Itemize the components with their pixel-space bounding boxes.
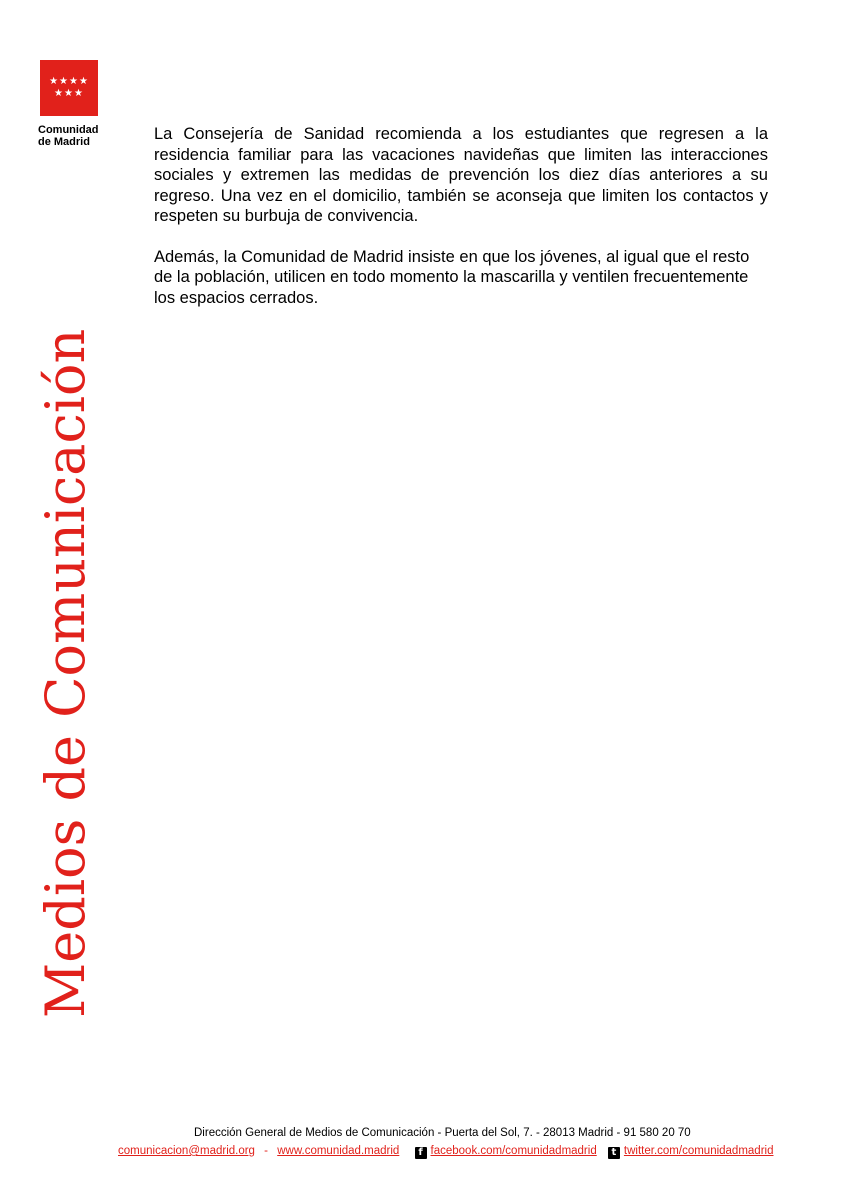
side-title: Medios de Comunicación xyxy=(34,328,97,1018)
press-release-body xyxy=(154,124,768,328)
paragraph-2: Además, la Comunidad de Madrid insiste en que los jóvenes, al igual que el resto de la población, utilicen en todo momento la mascarilla y ventilen frecuentemente los espacios cerrados. xyxy=(154,247,750,307)
website-link[interactable]: www.comunidad.madrid xyxy=(277,1145,400,1157)
logo-stars-bottom: ★★★ xyxy=(54,88,84,99)
logo-name-line2: de Madrid xyxy=(38,136,90,148)
logo-stars-top: ★★★★ xyxy=(49,76,89,87)
twitter-link[interactable]: twitter.com/comunidadmadrid xyxy=(623,1145,774,1157)
logo-text xyxy=(38,124,99,148)
facebook-link[interactable]: facebook.com/comunidadmadrid xyxy=(430,1145,597,1157)
facebook-icon: f xyxy=(415,1147,427,1159)
footer-links xyxy=(118,1145,773,1159)
comunidad-de-madrid-logo xyxy=(40,60,98,116)
email-link[interactable]: comunicacion@madrid.org xyxy=(118,1145,255,1157)
separator: - xyxy=(264,1145,269,1157)
footer-address: Dirección General de Medios de Comunicación - Puerta del Sol, 7. - 28013 Madrid - 91 580 20 70 xyxy=(194,1127,691,1139)
paragraph-1: La Consejería de Sanidad recomienda a los estudiantes que regresen a la residencia familiar para las vacaciones navideñas que limiten las interacciones sociales y extremen las medidas de prevención los diez días anteriores a su regreso. Una vez en el domicilio, también se aconseja que limiten los contactos y respeten su burbuja de convivencia. xyxy=(154,125,768,225)
twitter-icon: t xyxy=(608,1147,620,1159)
logo-name-line1: Comunidad xyxy=(38,124,99,136)
